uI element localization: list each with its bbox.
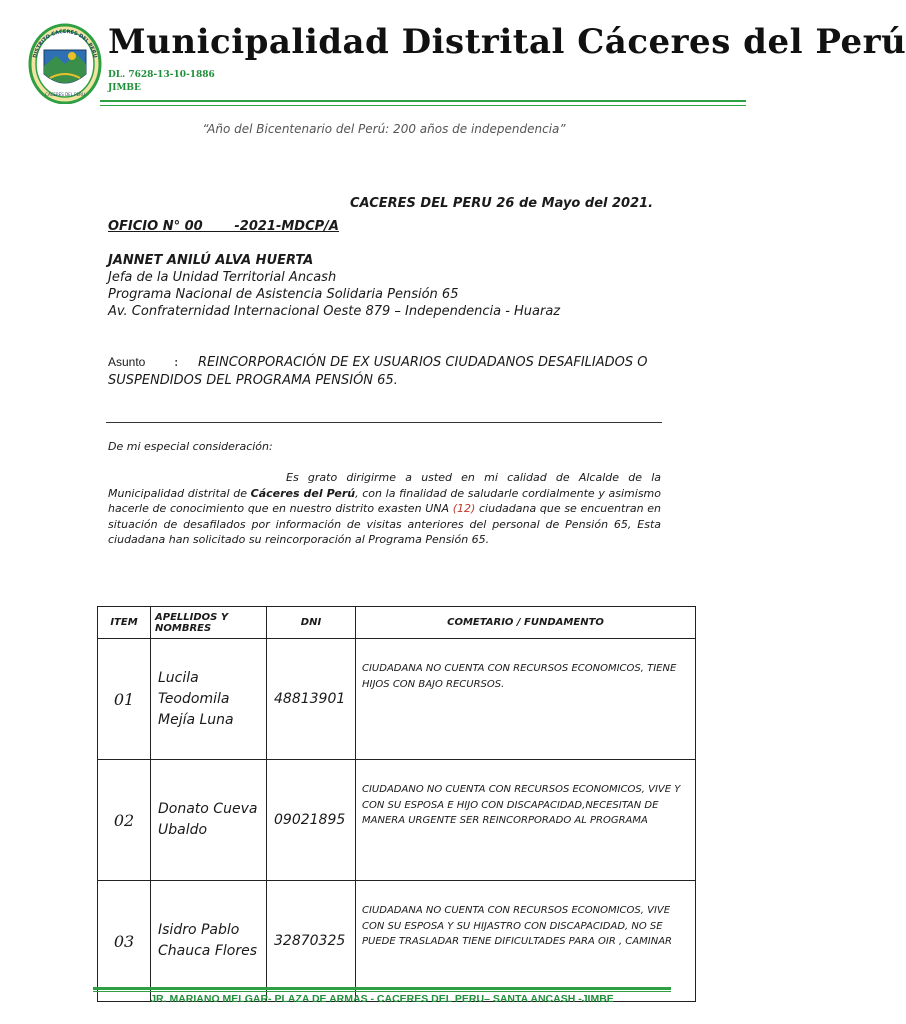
footer-divider-thin [93, 991, 671, 992]
dl-number: DL. 7628-13-10-1886 [108, 70, 215, 80]
header-divider [100, 100, 746, 102]
recipient-program: Programa Nacional de Asistencia Solidaria Pensión 65 [108, 287, 459, 302]
row-item: 02 [98, 760, 151, 881]
table-row [98, 760, 696, 881]
row-dni: 48813901 [267, 639, 356, 760]
paragraph-count: (12) [452, 502, 476, 515]
row-comment: CIUDADANA NO CUENTA CON RECURSOS ECONOMICOS, TIENE HIJOS CON BAJO RECURSOS. [356, 639, 696, 760]
row-comment: CIUDADANA NO CUENTA CON RECURSOS ECONOMICOS, VIVE CON SU ESPOSA Y SU HIJASTRO CON DISCAPACIDAD, NO SE PUEDE TRASLADAR TIENE DIFICULTADES PARA OIR , CAMINAR [356, 881, 696, 1002]
header-names: APELLIDOS Y NOMBRES [151, 607, 267, 639]
paragraph-district-name: Cáceres del Perú [250, 486, 356, 500]
year-motto: “Año del Bicentenario del Perú: 200 años de independencia” [202, 122, 566, 136]
row-item: 01 [98, 639, 151, 760]
place-and-date: CACERES DEL PERU 26 de Mayo del 2021. [350, 196, 654, 211]
row-name: Lucila Teodomila Mejía Luna [151, 639, 267, 760]
row-dni: 09021895 [267, 760, 356, 881]
row-name: Donato Cueva Ubaldo [151, 760, 267, 881]
paragraph-part-1: Es grato dirigirme a usted en mi calidad de Alcalde de la Municipalidad distrital de [108, 471, 661, 500]
paragraph-part-2: , con la finalidad de saludarle cordialmente y asimismo hacerle de conocimiento que en nuestro distrito exasten UNA [108, 486, 661, 515]
subject-label: Asunto [108, 355, 146, 369]
municipal-seal [28, 22, 102, 104]
body-paragraph [108, 470, 661, 548]
table-row [98, 639, 696, 760]
footer-address: JR. MARIANO MELGAR- PLAZA DE ARMAS - CACERES DEL PERU– SANTA ANCASH -JIMBE [150, 993, 614, 1005]
header-comment: COMETARIO / FUNDAMENTO [356, 607, 696, 639]
jimbe-label: JIMBE [108, 83, 141, 93]
row-name: Isidro Pablo Chauca Flores [151, 881, 267, 1002]
row-item: 03 [98, 881, 151, 1002]
recipient-address: Av. Confraternidad Internacional Oeste 879 – Independencia - Huaraz [108, 304, 561, 319]
header-dni: DNI [267, 607, 356, 639]
header-item: ITEM [98, 607, 151, 639]
municipality-title: Municipalidad Distrital Cáceres del Perú [108, 22, 906, 62]
seal-subtext: CACERES DEL PERU [45, 92, 85, 97]
salutation: De mi especial consideración: [108, 440, 273, 453]
paragraph-part-3: ciudadana que se encuentran en situación de desafilados por información de visitas anteriores del personal de Pensión 65, Esta ciudadana han solicitado su reincorporación al Programa Pensión 65. [108, 502, 661, 546]
subject-colon: : [174, 355, 179, 370]
header-divider-thin [100, 105, 746, 106]
table-row [98, 881, 696, 1002]
recipient-title: Jefa de la Unidad Territorial Ancash [108, 270, 337, 285]
row-comment: CIUDADANO NO CUENTA CON RECURSOS ECONOMICOS, VIVE Y CON SU ESPOSA E HIJO CON DISCAPACIDAD,NECESITAN DE MANERA URGENTE SER REINCORPORADO AL PROGRAMA [356, 760, 696, 881]
row-dni: 32870325 [267, 881, 356, 1002]
seal-text: DISTRITO CACERES DEL PERU [32, 28, 98, 59]
footer-divider [93, 987, 671, 990]
oficio-number: OFICIO N° 00 -2021-MDCP/A [108, 219, 339, 234]
table-header-row [98, 607, 696, 639]
subject-divider [106, 422, 662, 423]
subject-text: REINCORPORACIÓN DE EX USUARIOS CIUDADANOS DESAFILIADOS O SUSPENDIDOS DEL PROGRAMA PENSIÓN 65. [108, 355, 648, 388]
beneficiaries-table [97, 606, 696, 1002]
recipient-name: JANNET ANILÚ ALVA HUERTA [108, 253, 314, 268]
